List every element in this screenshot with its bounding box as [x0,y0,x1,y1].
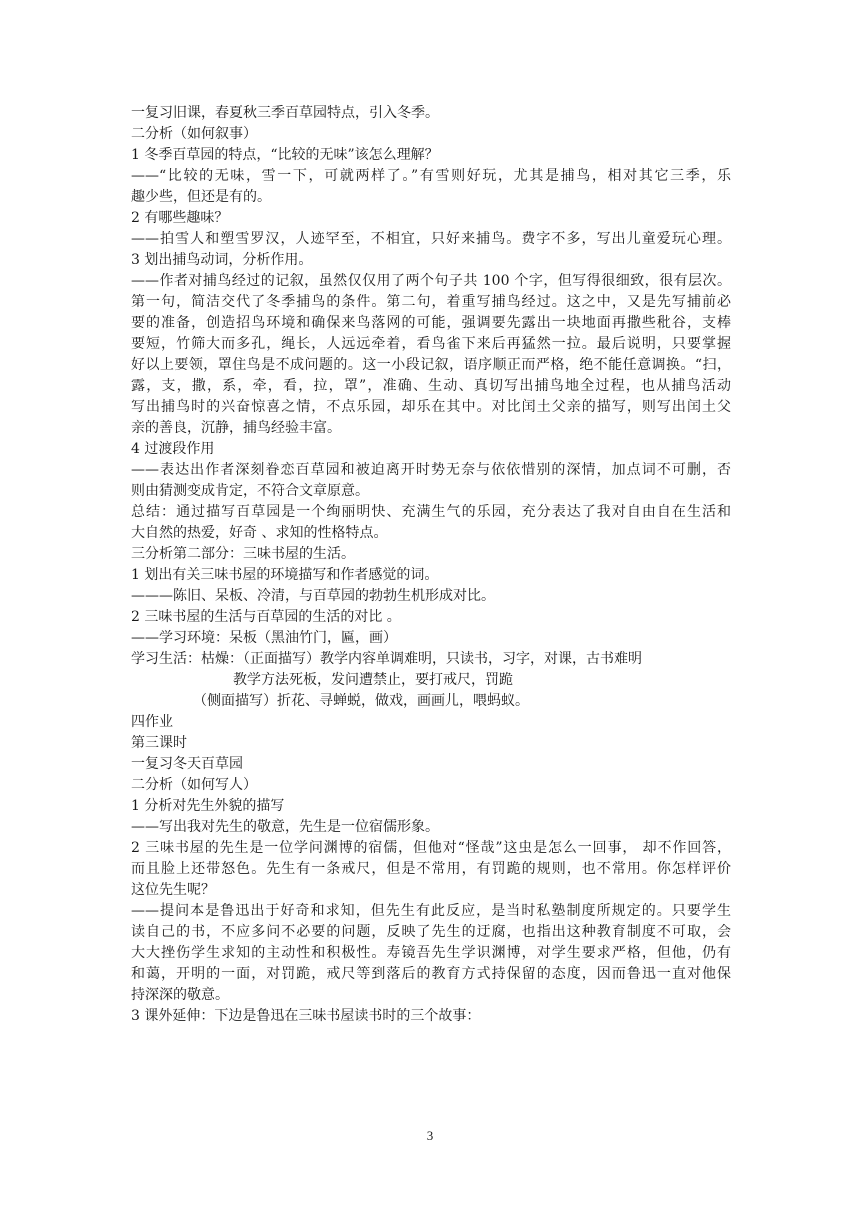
text-line: 而且脸上还带怒色。先生有一条戒尺，但是不常用，有罚跪的规则，也不常用。你怎样评价 [131,861,731,877]
text-line: 第一句，简洁交代了冬季捕鸟的条件。第二句，着重写捕鸟经过。这之中，又是先写捕前必 [131,294,731,310]
text-line: 则由猜测变成肯定，不符合文章原意。 [131,483,369,499]
text-line: 大自然的热爱，好奇 、求知的性格特点。 [131,525,388,541]
text-line: 1 冬季百草园的特点，“比较的无味”该怎么理解？ [131,147,439,163]
text-line: 2 有哪些趣味？ [131,210,229,226]
text-line: 总结：通过描写百草园是一个绚丽明快、充满生气的乐园，充分表达了我对自由自在生活和 [131,504,731,520]
text-line: 要的准备，创造招鸟环境和确保来鸟落网的可能，强调要先露出一块地面再撒些秕谷，支棒 [131,315,731,331]
text-line: 4 过渡段作用 [131,441,215,457]
text-line: ———陈旧、呆板、冷清，与百草园的勃勃生机形成对比。 [131,588,495,604]
text-line: 亲的善良，沉静，捕鸟经验丰富。 [131,420,341,436]
text-line: 大大挫伤学生求知的主动性和积极性。寿镜吾先生学识渊博，对学生要求严格，但他，仍有 [131,945,731,961]
text-line: 一复习旧课，春夏秋三季百草园特点，引入冬季。 [131,105,439,121]
text-line: ——学习环境：呆板（黑油竹门，匾，画） [131,630,397,646]
text-line: 一复习冬天百草园 [131,756,243,772]
text-line: 露，支，撒，系，牵，看，拉，罩”，准确、生动、真切写出捕鸟地全过程，也从捕鸟活动 [131,378,731,394]
text-line: 3 划出捕鸟动词，分析作用。 [131,252,313,268]
text-line: ——提问本是鲁迅出于好奇和求知，但先生有此反应，是当时私塾制度所规定的。只要学生 [131,903,731,919]
text-line: 这位先生呢？ [131,882,215,898]
text-line: 2 三味书屋的先生是一位学问渊博的宿儒，但他对“怪哉”这虫是怎么一回事， 却不作回答， [131,840,731,856]
text-line: 持深深的敬意。 [131,987,229,1003]
section-heading: 第三课时 [131,735,187,751]
section-heading: 二分析（如何叙事） [131,126,257,142]
document-body [131,103,731,1027]
text-line: 2 三味书屋的生活与百草园的生活的对比 。 [131,609,401,625]
text-line: ——写出我对先生的敬意，先生是一位宿儒形象。 [131,819,439,835]
text-line: 趣少些，但还是有的。 [131,189,271,205]
text-line: （侧面描写）折花、寻蝉蜕，做戏，画画儿，喂蚂蚁。 [193,693,529,709]
text-line: 1 划出有关三味书屋的环境描写和作者感觉的词。 [131,567,439,583]
section-heading: 二分析（如何写人） [131,777,257,793]
text-line: ——拍雪人和塑雪罗汉，人迹罕至，不相宜，只好来捕鸟。费字不多，写出儿童爱玩心理。 [131,231,731,247]
section-heading: 四作业 [131,714,173,730]
text-line: 1 分析对先生外貌的描写 [131,798,285,814]
text-line: 写出捕鸟时的兴奋惊喜之情，不点乐园，却乐在其中。对比闰土父亲的描写，则写出闰土父 [131,399,731,415]
text-line: ——作者对捕鸟经过的记叙，虽然仅仅用了两个句子共 100 个字，但写得很细致，很有层次。 [131,273,731,289]
text-line: 好以上要领，罩住鸟是不成问题的。这一小段记叙，语序顺正而严格，绝不能任意调换。“扫， [131,357,731,373]
text-line: ——“比较的无味，雪一下，可就两样了。”有雪则好玩，尤其是捕鸟，相对其它三季，乐 [131,168,731,184]
text-line: 要短，竹筛大而多孔，绳长，人远远牵着，看鸟雀下来后再猛然一拉。最后说明，只要掌握 [131,336,731,352]
page-number: 3 [426,1128,434,1143]
text-line: 和蔼，开明的一面，对罚跪，戒尺等到落后的教育方式持保留的态度，因而鲁迅一直对他保 [131,966,731,982]
text-line: 教学方法死板，发问遭禁止，要打戒尺，罚跪 [233,672,513,688]
text-line: 读自己的书，不应多问不必要的问题，反映了先生的迂腐，也指出这种教育制度不可取，会 [131,924,731,940]
text-line: 3 课外延伸：下边是鲁迅在三味书屋读书时的三个故事： [131,1008,481,1024]
section-heading: 三分析第二部分：三味书屋的生活。 [131,546,355,562]
text-line: 学习生活：枯燥：（正面描写）教学内容单调难明，只读书，习字，对课，古书难明 [131,651,642,667]
text-line: ——表达出作者深刻眷恋百草园和被迫离开时势无奈与依依惜别的深情，加点词不可删，否 [131,462,731,478]
